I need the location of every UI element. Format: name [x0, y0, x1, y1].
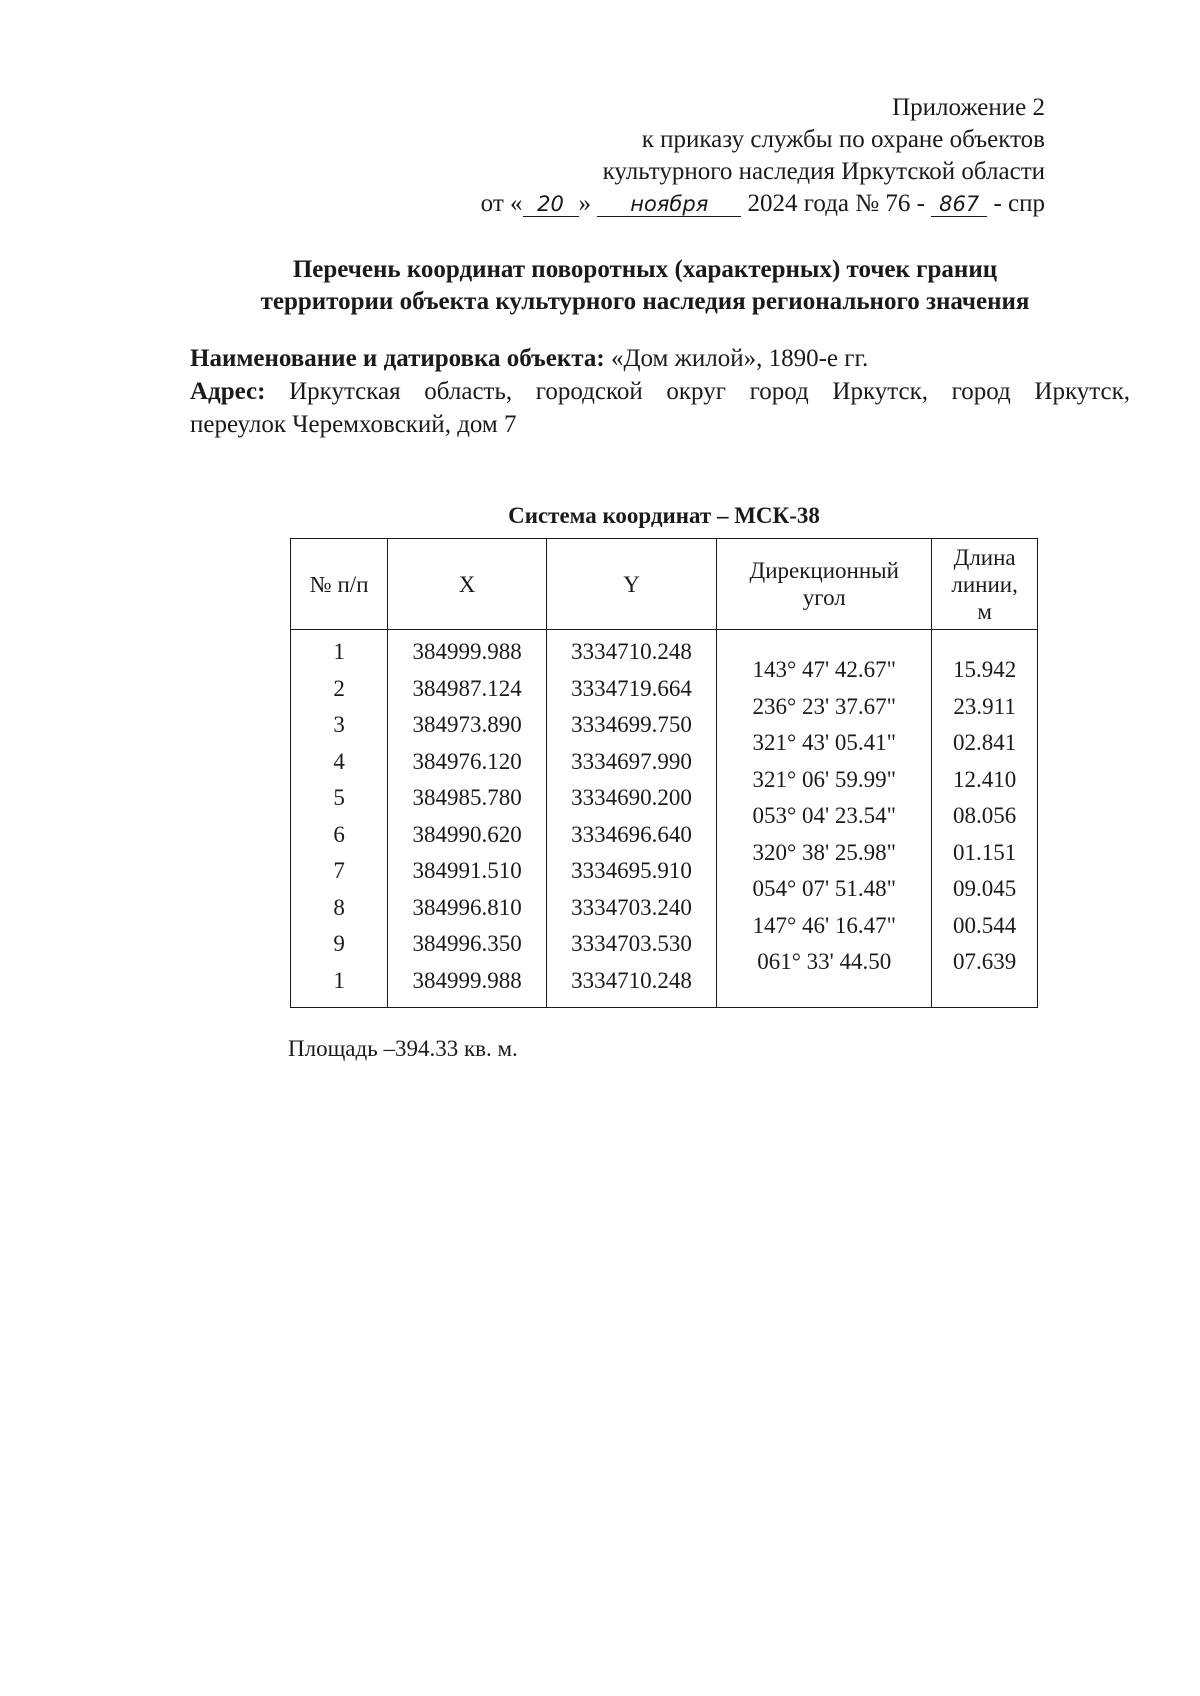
point-number-column [291, 630, 388, 1008]
angle-value: 321° 06' 59.99" [752, 766, 896, 792]
header-angle-line-2: угол [802, 585, 846, 610]
angle-value: 147° 46' 16.47" [752, 912, 896, 938]
point-number: 5 [333, 785, 345, 810]
x-value: 384990.620 [412, 821, 522, 847]
length-value: 07.639 [953, 949, 1017, 974]
angle-value: 143° 47' 42.67" [752, 657, 896, 682]
order-year-text: 2024 года № 76 - [747, 190, 925, 217]
angle-value: 320° 38' 25.98" [752, 839, 896, 865]
angle-value: 054° 07' 51.48" [752, 876, 896, 901]
header-angle-line-1: Дирекционный [749, 558, 899, 583]
point-number: 7 [333, 858, 345, 883]
point-number: 6 [333, 821, 345, 847]
length-value: 09.045 [953, 876, 1017, 901]
document-title [170, 254, 1120, 318]
header-angle [717, 539, 932, 630]
header-length [932, 539, 1038, 630]
header-x: X [388, 539, 547, 630]
angle-value: 321° 43' 05.41" [752, 730, 896, 755]
point-number: 8 [333, 894, 345, 920]
y-value: 3334697.990 [571, 748, 692, 774]
x-value: 384985.780 [412, 785, 522, 810]
object-name-line [190, 342, 1130, 375]
object-name-value: «Дом жилой», 1890-е гг. [610, 345, 869, 372]
appendix-line-1: Приложение 2 [892, 94, 1045, 121]
length-column [932, 630, 1038, 1008]
y-value: 3334690.200 [571, 785, 692, 810]
table-body-row [291, 630, 1038, 1008]
address-label: Адрес: [190, 378, 266, 405]
table-header-row [291, 539, 1038, 630]
y-value: 3334699.750 [571, 712, 692, 737]
point-number: 3 [333, 712, 345, 737]
header-length-line-1: Длина [953, 544, 1016, 570]
angle-column [717, 630, 932, 1008]
y-value: 3334710.248 [571, 639, 692, 664]
appendix-header [481, 92, 1045, 220]
quote-close: » [578, 190, 592, 217]
length-value: 12.410 [953, 766, 1017, 792]
order-prefix: от « [480, 190, 523, 217]
length-value: 23.911 [953, 693, 1016, 719]
length-value: 01.151 [953, 839, 1017, 865]
y-value: 3334710.248 [571, 967, 692, 993]
x-value: 384999.988 [412, 967, 522, 993]
angle-value: 236° 23' 37.67" [752, 693, 896, 719]
angle-value: 061° 33' 44.50 [757, 949, 892, 974]
handwritten-day: 20 [523, 192, 579, 217]
length-value: 15.942 [953, 657, 1017, 682]
y-value: 3334696.640 [571, 821, 692, 847]
header-num: № п/п [291, 539, 388, 630]
handwritten-month: ноября [597, 192, 741, 217]
y-value: 3334695.910 [571, 858, 692, 883]
point-number: 9 [333, 931, 345, 956]
angle-spacer [717, 634, 931, 652]
x-value: 384976.120 [412, 748, 522, 774]
x-value: 384987.124 [412, 675, 522, 701]
x-column [388, 630, 547, 1008]
point-number: 1 [333, 639, 345, 664]
x-value: 384999.988 [412, 639, 522, 664]
length-value: 08.056 [953, 803, 1017, 828]
order-suffix: - спр [993, 190, 1045, 217]
appendix-line-3: культурного наследия Иркутской области [602, 158, 1045, 185]
object-name-label: Наименование и датировка объекта: [190, 345, 605, 372]
point-number: 4 [333, 748, 345, 774]
x-value: 384991.510 [412, 858, 522, 883]
point-number: 2 [333, 675, 345, 701]
length-value: 02.841 [953, 730, 1017, 755]
address-line-2: переулок Черемховский, дом 7 [190, 411, 517, 438]
address-value-1: Иркутская область, городской округ город Иркутск, город Иркутск, [289, 378, 1130, 405]
y-value: 3334719.664 [571, 675, 692, 701]
angle-value: 053° 04' 23.54" [752, 803, 896, 828]
header-y: Y [546, 539, 716, 630]
handwritten-order-number: 867 [931, 192, 987, 217]
length-spacer [932, 634, 1037, 652]
x-value: 384973.890 [412, 712, 522, 737]
coordinates-table [290, 538, 1038, 1008]
object-info [190, 342, 1130, 441]
length-value: 00.544 [953, 912, 1017, 938]
order-date-line [481, 188, 1045, 220]
y-value: 3334703.240 [571, 894, 692, 920]
y-column [546, 630, 716, 1008]
title-line-2: территории объекта культурного наследия регионального значения [260, 288, 1030, 315]
address-line-1 [190, 375, 1130, 408]
table-caption: Система координат – МСК-38 [508, 503, 820, 528]
header-length-line-2: линии, [951, 571, 1018, 597]
point-number: 1 [333, 967, 345, 993]
x-value: 384996.350 [412, 931, 522, 956]
appendix-line-2: к приказу службы по охране объектов [641, 126, 1045, 153]
y-value: 3334703.530 [571, 931, 692, 956]
x-value: 384996.810 [412, 894, 522, 920]
header-length-line-3: м [977, 598, 992, 624]
title-line-1: Перечень координат поворотных (характерных) точек границ [292, 256, 998, 283]
area-text: Площадь –394.33 кв. м. [288, 1036, 518, 1061]
